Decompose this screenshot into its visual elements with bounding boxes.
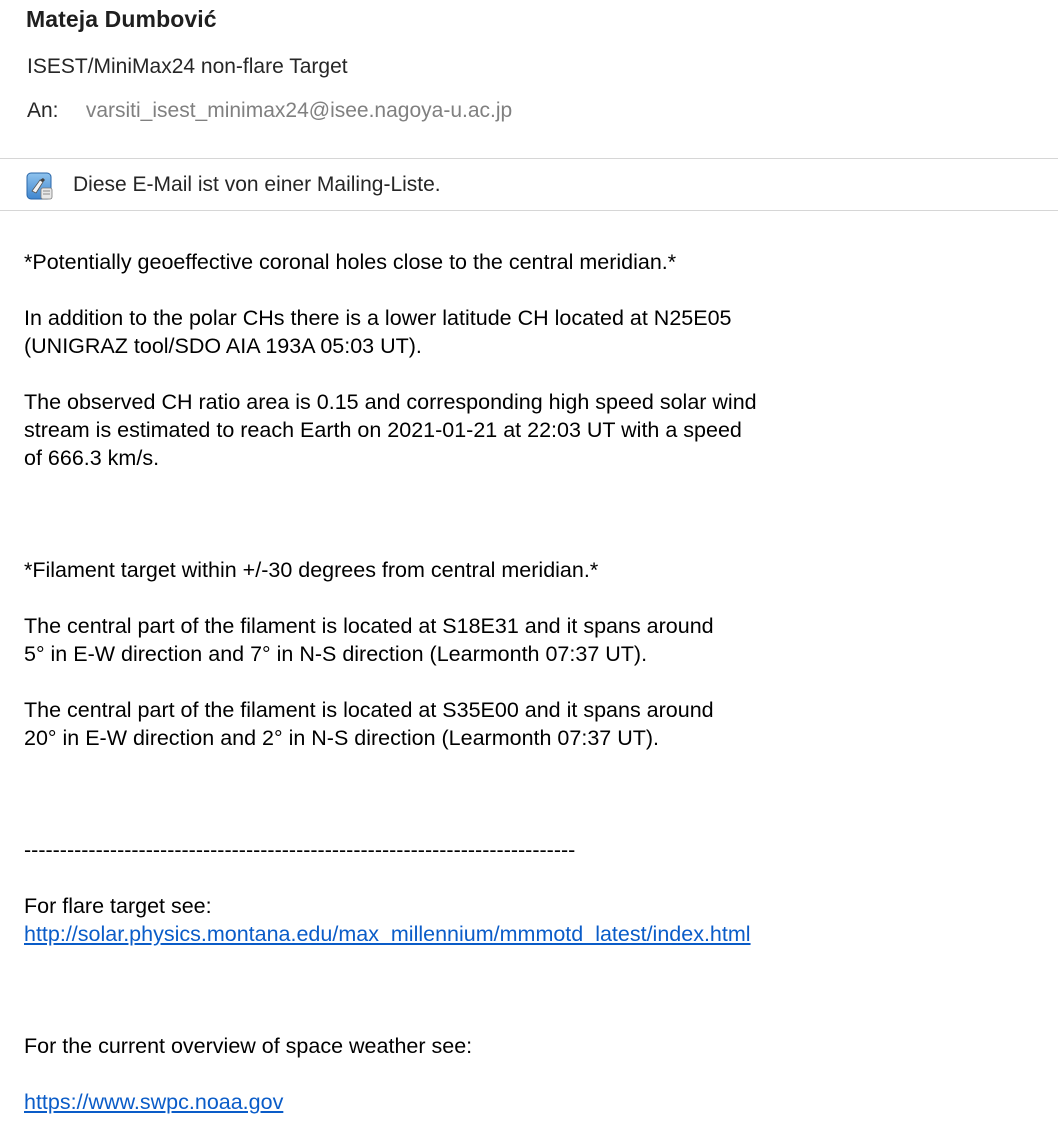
space-weather-link[interactable]: https://www.swpc.noaa.gov bbox=[24, 1090, 284, 1114]
sender-name[interactable]: Mateja Dumbović bbox=[26, 6, 217, 32]
body-line: The observed CH ratio area is 0.15 and corresponding high speed solar wind bbox=[24, 390, 757, 414]
subject-line: ISEST/MiniMax24 non-flare Target bbox=[27, 55, 348, 78]
body-line: (UNIGRAZ tool/SDO AIA 193A 05:03 UT). bbox=[24, 334, 422, 358]
mailing-list-banner bbox=[0, 159, 1058, 210]
body-line: stream is estimated to reach Earth on 2021-01-21 at 22:03 UT with a speed bbox=[24, 418, 742, 442]
recipient-address[interactable]: varsiti_isest_minimax24@isee.nagoya-u.ac.jp bbox=[85, 99, 513, 122]
body-line: In addition to the polar CHs there is a lower latitude CH located at N25E05 bbox=[24, 306, 732, 330]
body-line: The central part of the filament is located at S18E31 and it spans around bbox=[24, 614, 714, 638]
filament-heading: *Filament target within +/-30 degrees from central meridian.* bbox=[24, 558, 599, 582]
recipient-row bbox=[27, 99, 512, 123]
body-line: 5° in E-W direction and 7° in N-S direction (Learmonth 07:37 UT). bbox=[24, 642, 648, 666]
body-line: 20° in E-W direction and 2° in N-S direction (Learmonth 07:37 UT). bbox=[24, 726, 660, 750]
body-line: of 666.3 km/s. bbox=[24, 446, 160, 470]
coronal-hole-heading: *Potentially geoeffective coronal holes close to the central meridian.* bbox=[24, 250, 677, 274]
recipient-label: An: bbox=[27, 99, 59, 122]
message-body bbox=[24, 248, 1034, 1116]
banner-divider bbox=[0, 210, 1058, 211]
mailing-list-notice: Diese E-Mail ist von einer Mailing-Liste. bbox=[73, 173, 441, 196]
body-line: The central part of the filament is located at S35E00 and it spans around bbox=[24, 698, 714, 722]
message-header bbox=[0, 0, 1058, 158]
flare-target-link[interactable]: http://solar.physics.montana.edu/max_millennium/mmmotd_latest/index.html bbox=[24, 922, 751, 946]
space-weather-label: For the current overview of space weather see: bbox=[24, 1034, 473, 1058]
mailing-list-icon bbox=[26, 171, 54, 201]
separator-line: ----------------------------------------------------------------------------- bbox=[24, 838, 576, 862]
flare-target-label: For flare target see: bbox=[24, 894, 212, 918]
